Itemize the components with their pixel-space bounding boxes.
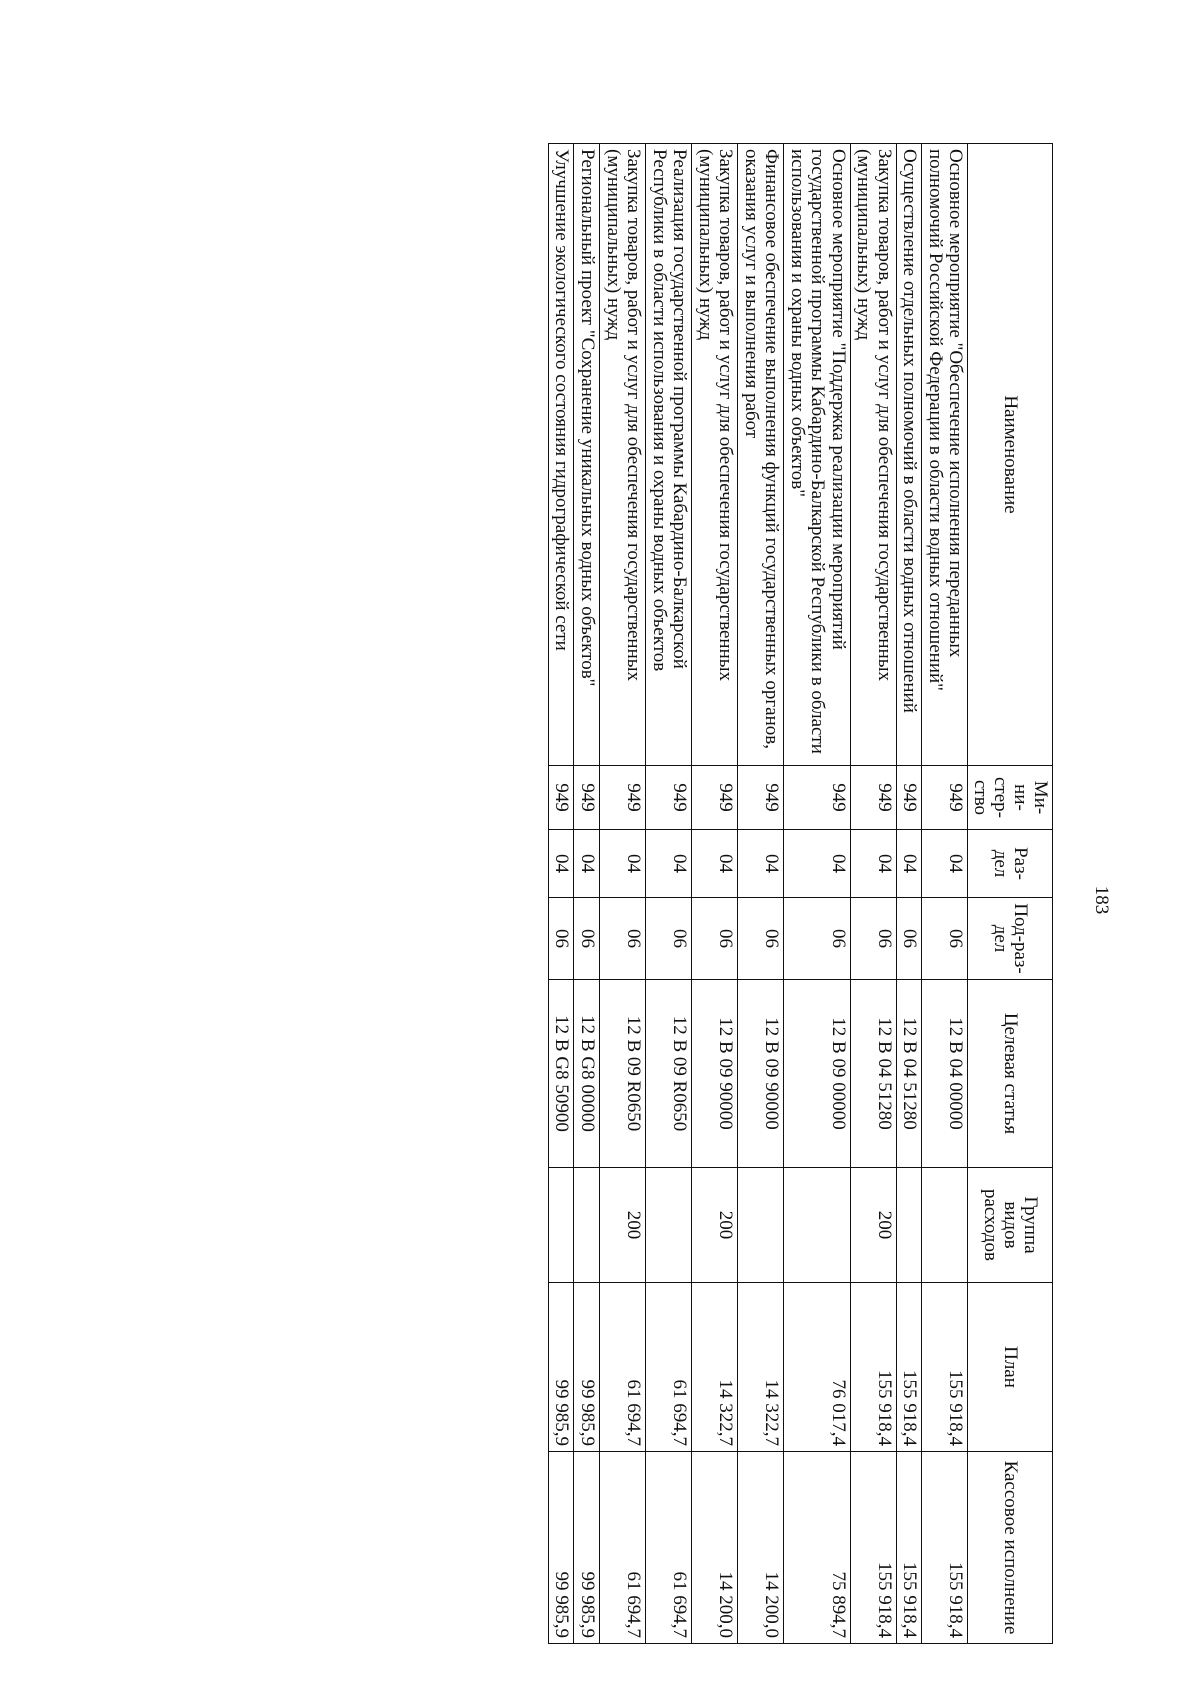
table-row xyxy=(784,144,851,1644)
cell-subsection: 06 xyxy=(548,898,574,980)
cell-subsection: 06 xyxy=(692,898,738,980)
table-row xyxy=(548,144,574,1644)
cell-expense-group xyxy=(784,1168,851,1283)
cell-cash-execution: 155 918,4 xyxy=(896,1452,922,1644)
cell-ministry: 949 xyxy=(600,766,646,830)
cell-target-article: 12 В 04 51280 xyxy=(896,980,922,1168)
cell-expense-group xyxy=(646,1168,692,1283)
header-section: Раз-дел xyxy=(968,830,1053,898)
table-row xyxy=(896,144,922,1644)
cell-cash-execution: 99 985,9 xyxy=(548,1452,574,1644)
cell-name: Финансовое обеспечение выполнения функций государственных органов, оказания услуг и выполнения работ xyxy=(738,144,784,766)
cell-name: Основное мероприятие "Поддержка реализации мероприятий государственной программы Кабардино-Балкарской Республики в области использования и охраны водных объектов" xyxy=(784,144,851,766)
cell-cash-execution: 99 985,9 xyxy=(574,1452,600,1644)
cell-section: 04 xyxy=(738,830,784,898)
cell-plan: 14 322,7 xyxy=(738,1283,784,1452)
cell-ministry: 949 xyxy=(784,766,851,830)
header-expense-group: Группа видов расходов xyxy=(968,1168,1053,1283)
cell-name: Закупка товаров, работ и услуг для обеспечения государственных (муниципальных) нужд xyxy=(692,144,738,766)
cell-cash-execution: 155 918,4 xyxy=(922,1452,968,1644)
cell-section: 04 xyxy=(784,830,851,898)
cell-name: Закупка товаров, работ и услуг для обеспечения государственных (муниципальных) нужд xyxy=(600,144,646,766)
page-number: 183 xyxy=(1091,885,1112,915)
cell-subsection: 06 xyxy=(922,898,968,980)
cell-section: 04 xyxy=(896,830,922,898)
cell-plan: 76 017,4 xyxy=(784,1283,851,1452)
cell-plan: 155 918,4 xyxy=(896,1283,922,1452)
cell-section: 04 xyxy=(922,830,968,898)
header-target-article: Целевая статья xyxy=(968,980,1053,1168)
cell-plan: 14 322,7 xyxy=(692,1283,738,1452)
cell-plan: 61 694,7 xyxy=(646,1283,692,1452)
cell-plan: 155 918,4 xyxy=(850,1283,896,1452)
cell-subsection: 06 xyxy=(600,898,646,980)
cell-section: 04 xyxy=(600,830,646,898)
header-ministry: Ми-ни-стер-ство xyxy=(968,766,1053,830)
cell-name: Закупка товаров, работ и услуг для обеспечения государственных (муниципальных) нужд xyxy=(850,144,896,766)
cell-expense-group: 200 xyxy=(600,1168,646,1283)
header-cash-execution: Кассовое исполнение xyxy=(968,1452,1053,1644)
header-plan: План xyxy=(968,1283,1053,1452)
cell-ministry: 949 xyxy=(574,766,600,830)
table-row xyxy=(738,144,784,1644)
table-row xyxy=(574,144,600,1644)
cell-expense-group: 200 xyxy=(692,1168,738,1283)
cell-section: 04 xyxy=(548,830,574,898)
cell-ministry: 949 xyxy=(922,766,968,830)
cell-target-article: 12 В 09 90000 xyxy=(692,980,738,1168)
cell-cash-execution: 75 894,7 xyxy=(784,1452,851,1644)
header-subsection: Под-раз-дел xyxy=(968,898,1053,980)
table-row xyxy=(850,144,896,1644)
cell-subsection: 06 xyxy=(896,898,922,980)
rotated-table-container xyxy=(165,143,1053,1643)
cell-section: 04 xyxy=(692,830,738,898)
cell-target-article: 12 В 09 R0650 xyxy=(646,980,692,1168)
cell-name: Реализация государственной программы Кабардино-Балкарской Республики в области использования и охраны водных объектов xyxy=(646,144,692,766)
cell-target-article: 12 В G8 00000 xyxy=(574,980,600,1168)
cell-target-article: 12 В 09 R0650 xyxy=(600,980,646,1168)
table-header-row xyxy=(968,144,1053,1644)
cell-subsection: 06 xyxy=(850,898,896,980)
cell-expense-group xyxy=(548,1168,574,1283)
cell-plan: 99 985,9 xyxy=(548,1283,574,1452)
cell-ministry: 949 xyxy=(646,766,692,830)
cell-target-article: 12 В 09 00000 xyxy=(784,980,851,1168)
cell-cash-execution: 14 200,0 xyxy=(738,1452,784,1644)
cell-expense-group xyxy=(574,1168,600,1283)
cell-subsection: 06 xyxy=(784,898,851,980)
cell-target-article: 12 В G8 50900 xyxy=(548,980,574,1168)
cell-expense-group xyxy=(922,1168,968,1283)
budget-table xyxy=(548,143,1053,1644)
table-row xyxy=(600,144,646,1644)
cell-subsection: 06 xyxy=(574,898,600,980)
cell-name: Основное мероприятие "Обеспечение исполнения переданных полномочий Российской Федерации в области водных отношений" xyxy=(922,144,968,766)
cell-ministry: 949 xyxy=(738,766,784,830)
cell-subsection: 06 xyxy=(738,898,784,980)
cell-plan: 155 918,4 xyxy=(922,1283,968,1452)
cell-expense-group xyxy=(738,1168,784,1283)
cell-cash-execution: 14 200,0 xyxy=(692,1452,738,1644)
cell-target-article: 12 В 09 90000 xyxy=(738,980,784,1168)
table-row xyxy=(922,144,968,1644)
cell-cash-execution: 155 918,4 xyxy=(850,1452,896,1644)
cell-ministry: 949 xyxy=(692,766,738,830)
cell-target-article: 12 В 04 51280 xyxy=(850,980,896,1168)
cell-name: Региональный проект "Сохранение уникальных водных объектов" xyxy=(574,144,600,766)
cell-target-article: 12 В 04 00000 xyxy=(922,980,968,1168)
table-row xyxy=(646,144,692,1644)
cell-ministry: 949 xyxy=(896,766,922,830)
cell-cash-execution: 61 694,7 xyxy=(600,1452,646,1644)
cell-cash-execution: 61 694,7 xyxy=(646,1452,692,1644)
cell-plan: 99 985,9 xyxy=(574,1283,600,1452)
cell-ministry: 949 xyxy=(548,766,574,830)
table-row xyxy=(692,144,738,1644)
cell-expense-group: 200 xyxy=(850,1168,896,1283)
cell-section: 04 xyxy=(646,830,692,898)
cell-name: Осуществление отдельных полномочий в области водных отношений xyxy=(896,144,922,766)
cell-subsection: 06 xyxy=(646,898,692,980)
cell-ministry: 949 xyxy=(850,766,896,830)
cell-plan: 61 694,7 xyxy=(600,1283,646,1452)
cell-section: 04 xyxy=(850,830,896,898)
cell-expense-group xyxy=(896,1168,922,1283)
header-name: Наименование xyxy=(968,144,1053,766)
cell-section: 04 xyxy=(574,830,600,898)
cell-name: Улучшение экологического состояния гидрографической сети xyxy=(548,144,574,766)
